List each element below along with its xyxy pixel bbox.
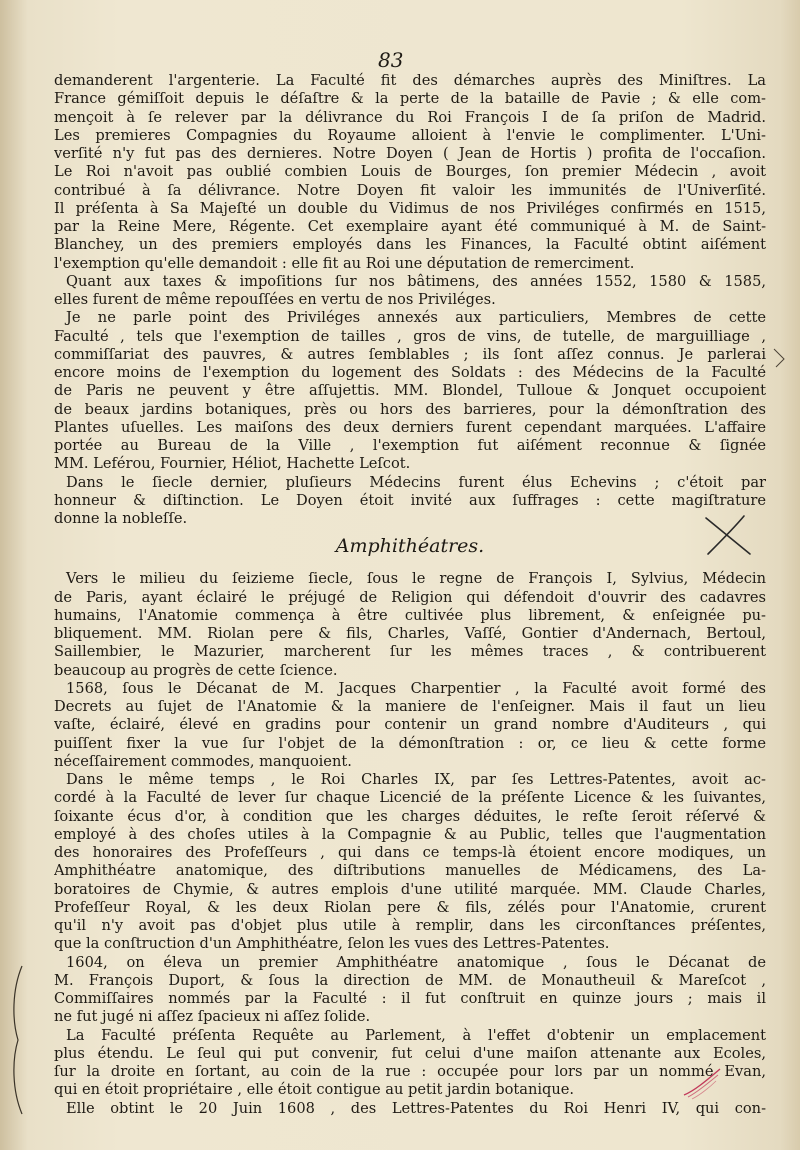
- text-line: Blanchey, un des premiers employés dans les Finances, la Faculté obtint aiſément: [54, 236, 766, 254]
- paragraph-1: [54, 72, 766, 273]
- text-line: Le Roi n'avoit pas oublié combien Louis de Bourges, ſon premier Médecin , avoit: [54, 163, 766, 181]
- text-line: verſité n'y fut pas des dernieres. Notre Doyen ( Jean de Hortis ) profita de l'occaſion.: [54, 145, 766, 162]
- paragraph-4: [54, 474, 766, 529]
- text-line: qu'il n'y avoit pas d'objet plus utile à remplir, dans les circonſtances préſentes,: [54, 917, 766, 934]
- text-line: Amphithéatre anatomique, des diſtributions manuelles de Médicamens, des La-: [54, 862, 766, 880]
- text-line: contribué à ſa délivrance. Notre Doyen fit valoir les immunités de l'Univerſité.: [54, 181, 766, 199]
- margin-bracket-mark: [6, 960, 28, 1120]
- text-line: beaucoup au progrès de cette ſcience.: [54, 661, 338, 679]
- text-line: Plantes uſuelles. Les maiſons des deux derniers furent cependant marquées. L'affaire: [54, 418, 766, 436]
- paragraph-5: [54, 570, 766, 680]
- text-line: cordé à la Faculté de lever ſur chaque Licencié de la préſente Licence & les ſuivantes,: [54, 789, 766, 807]
- text-line: honneur & diſtinction. Le Doyen étoit invité aux ſuffrages : cette magiſtrature: [54, 491, 766, 509]
- text-line: Je ne parle point des Priviléges annexés aux particuliers, Membres de cette: [66, 309, 766, 327]
- paragraph-6: [54, 680, 766, 771]
- text-line: 1604, on éleva un premier Amphithéatre anatomique , ſous le Décanat de: [66, 953, 766, 971]
- text-line: vaſte, éclairé, élevé en gradins pour contenir un grand nombre d'Auditeurs , qui: [54, 716, 766, 734]
- text-line: commiſſariat des pauvres, & autres ſemblables ; ils ſont aſſez connus. Je parlerai: [54, 345, 766, 363]
- text-line: ſoixante écus d'or, à condition que les charges déduites, le reſte ſeroit réſervé &: [54, 807, 766, 825]
- text-line: de Paris, ayant éclairé le préjugé de Religion qui défendoit d'ouvrir des cadavres: [54, 588, 766, 606]
- margin-ink-stroke: [680, 1065, 724, 1101]
- text-line: mençoit à ſe relever par la délivrance du Roi François I de ſa priſon de Madrid.: [54, 108, 766, 126]
- text-line: Dans le ſiecle dernier, pluſieurs Médecins furent élus Echevins ; c'étoit par: [66, 473, 766, 491]
- text-line: donne la nobleſſe.: [54, 510, 188, 527]
- paragraph-3: [54, 309, 766, 473]
- text-line: néceſſairement commodes, manquoient.: [54, 752, 352, 770]
- text-line: Quant aux taxes & impoſitions ſur nos bâtimens, des années 1552, 1580 & 1585,: [66, 272, 766, 290]
- edge-tick-mark: [770, 345, 790, 371]
- text-line: humains, l'Anatomie commença à être cultivée plus librement, & enſeignée pu-: [54, 606, 766, 624]
- text-line: La Faculté préſenta Requête au Parlement, à l'effet d'obtenir un emplacement: [66, 1026, 766, 1044]
- paragraph-9: [54, 1027, 766, 1100]
- paragraph-7: [54, 771, 766, 954]
- text-line: des honoraires des Profeſſeurs , qui dans ce temps-là étoient encore modiques, un: [54, 844, 766, 861]
- text-line: encore moins de l'exemption du logement des Soldats : des Médecins de la Faculté: [54, 364, 766, 381]
- margin-cross-mark: [700, 510, 756, 560]
- text-line: employé à des choſes utiles à la Compagnie & au Public, telles que l'augmentation: [54, 825, 766, 843]
- text-line: Decrets au ſujet de l'Anatomie & la maniere de l'enſeigner. Mais il faut un lieu: [54, 698, 766, 715]
- body-text: [54, 72, 766, 1118]
- text-line: par la Reine Mere, Régente. Cet exemplaire ayant été communiqué à M. de Saint-: [54, 218, 766, 235]
- text-line: de beaux jardins botaniques, près ou hors des barrieres, pour la démonſtration des: [54, 400, 766, 418]
- text-line: Faculté , tels que l'exemption de tailles , gros de vins, de tutelle, de marguilliage ,: [54, 327, 766, 345]
- text-line: Les premieres Compagnies du Royaume alloient à l'envie le complimenter. L'Uni-: [54, 126, 766, 144]
- paragraph-8: [54, 954, 766, 1027]
- text-line: 1568, ſous le Décanat de M. Jacques Charpentier , la Faculté avoit formé des: [66, 679, 766, 697]
- text-line: portée au Bureau de la Ville , l'exemption fut aiſément reconnue & ſignée: [54, 437, 766, 454]
- text-line: l'exemption qu'elle demandoit : elle fit au Roi une députation de remerciment.: [54, 254, 635, 272]
- text-line: plus étendu. Le ſeul qui put convenir, fut celui d'une maiſon attenante aux Ecoles,: [54, 1044, 766, 1062]
- text-line: qui en étoit propriétaire , elle étoit contigue au petit jardin botanique.: [54, 1081, 575, 1099]
- text-line: Commiſſaires nommés par la Faculté : il fut conſtruit en quinze jours ; mais il: [54, 990, 766, 1007]
- text-line: Elle obtint le 20 Juin 1608 , des Lettres-Patentes du Roi Henri IV, qui con-: [66, 1099, 766, 1117]
- text-line: ne fut jugé ni aſſez ſpacieux ni aſſez ſolide.: [54, 1008, 371, 1026]
- text-line: demanderent l'argenterie. La Faculté fit des démarches auprès des Miniſtres. La: [54, 72, 766, 89]
- text-line: puiſſent fixer la vue ſur l'objet de la démonſtration : or, ce lieu & cette forme: [54, 734, 766, 752]
- text-line: ſur la droite en ſortant, au coin de la rue : occupée pour lors par un nommé Evan,: [54, 1063, 766, 1080]
- text-line: que la conſtruction d'un Amphithéatre, ſelon les vues des Lettres-Patentes.: [54, 935, 610, 953]
- text-line: bliquement. MM. Riolan pere & fils, Charles, Vaſſé, Gontier d'Andernach, Bertoul,: [54, 625, 766, 642]
- paragraph-10: [54, 1100, 766, 1118]
- text-line: elles furent de même repouſſées en vertu de nos Priviléges.: [54, 291, 496, 308]
- paragraph-2: [54, 273, 766, 310]
- text-line: France gémiſſoit depuis le déſaſtre & la perte de la bataille de Pavie ; & elle com-: [54, 90, 766, 108]
- text-line: MM. Leférou, Fournier, Héliot, Hachette Leſcot.: [54, 455, 411, 473]
- text-line: Dans le même temps , le Roi Charles IX, par ſes Lettres-Patentes, avoit ac-: [66, 771, 766, 788]
- text-line: M. François Duport, & ſous la direction de MM. de Monautheuil & Mareſcot ,: [54, 971, 766, 989]
- text-line: Il préſenta à Sa Majeſté un double du Vidimus de nos Priviléges confirmés en 1515,: [54, 199, 766, 217]
- text-line: boratoires de Chymie, & autres emplois d'une utilité marquée. MM. Claude Charles,: [54, 880, 766, 898]
- text-line: de Paris ne peuvent y être aſſujettis. MM. Blondel, Tulloue & Jonquet occupoient: [54, 382, 766, 400]
- text-line: Vers le milieu du ſeizieme ſiecle, ſous le regne de François I, Sylvius, Médecin: [66, 570, 766, 588]
- section-heading: Amphithéatres.: [335, 535, 485, 558]
- text-line: Profeſſeur Royal, & les deux Riolan pere & fils, zélés pour l'Anatomie, crurent: [54, 898, 766, 916]
- page-number: 83: [378, 48, 404, 72]
- text-line: Saillembier, le Mazurier, marcherent ſur les mêmes traces , & contribuerent: [54, 643, 766, 661]
